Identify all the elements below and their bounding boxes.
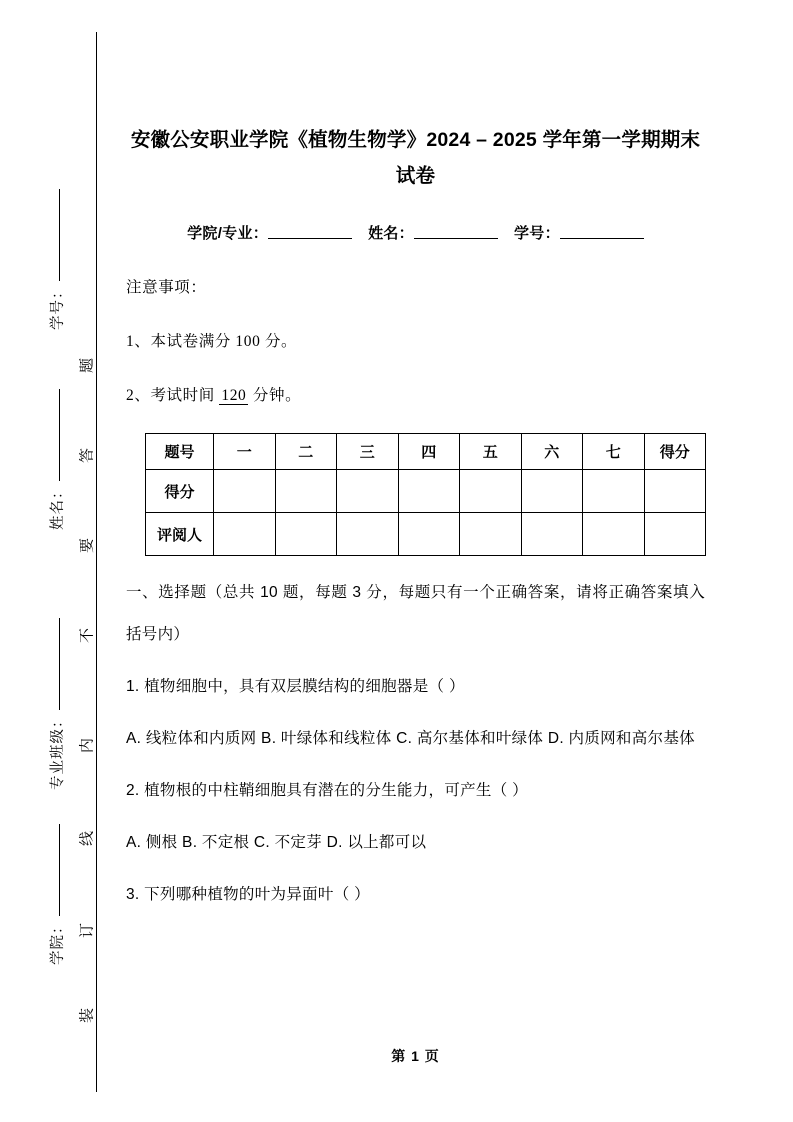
field-student-id-input[interactable] (560, 238, 644, 239)
field-student-id (514, 225, 644, 242)
binding-field-class-blank[interactable] (59, 619, 60, 711)
score-table-row-header: 评阅人 (146, 513, 214, 556)
score-table-cell: 二 (275, 434, 337, 470)
table-row (146, 434, 706, 470)
binding-notice-char: 答 (79, 448, 96, 464)
score-table-row-header: 题号 (146, 434, 214, 470)
binding-field-class-label: 专业班级： (50, 712, 66, 790)
binding-notice-char: 装 (79, 1008, 96, 1024)
score-table-cell: 得分 (644, 434, 706, 470)
table-row (146, 513, 706, 556)
field-name (368, 225, 498, 242)
notice-item-duration (126, 369, 705, 423)
questions-area (126, 572, 705, 916)
score-table-cell[interactable] (460, 513, 522, 556)
field-student-id-label: 学号： (513, 225, 560, 242)
score-table-cell[interactable] (521, 470, 583, 513)
page-footer: 第 1 页 (391, 1048, 440, 1064)
table-row (146, 470, 706, 513)
score-table-cell[interactable] (460, 470, 522, 513)
score-table-cell[interactable] (337, 470, 399, 513)
binding-notice-char: 题 (79, 358, 96, 374)
notice-heading: 注意事项： (126, 279, 207, 296)
score-table-cell: 三 (337, 434, 399, 470)
question-stem-2: 2. 植物根的中柱鞘细胞具有潜在的分生能力，可产生（ ） (126, 782, 528, 799)
score-table-cell: 一 (214, 434, 276, 470)
binding-field-name-label: 姓名： (50, 483, 66, 530)
field-name-input[interactable] (414, 238, 498, 239)
binding-field-name-blank[interactable] (59, 390, 60, 482)
score-table-cell[interactable] (398, 513, 460, 556)
binding-field-class (46, 619, 67, 791)
score-table-cell[interactable] (583, 470, 645, 513)
score-table-cell: 六 (521, 434, 583, 470)
exam-content (126, 0, 705, 1122)
score-table-cell[interactable] (275, 470, 337, 513)
binding-notice-char: 订 (79, 923, 96, 939)
score-table-cell[interactable] (275, 513, 337, 556)
binding-field-student-id-blank[interactable] (59, 190, 60, 282)
question-options-1: A. 线粒体和内质网 B. 叶绿体和线粒体 C. 高尔基体和叶绿体 D. 内质网和高尔基体 (126, 730, 695, 747)
binding-notice-char: 不 (79, 628, 96, 644)
binding-notice-char: 线 (79, 831, 96, 847)
score-table-cell: 七 (583, 434, 645, 470)
score-table (145, 433, 706, 556)
score-table-cell[interactable] (644, 470, 706, 513)
binding-field-student-id (46, 190, 67, 331)
binding-margin (0, 0, 97, 1122)
question-options-2: A. 侧根 B. 不定根 C. 不定芽 D. 以上都可以 (126, 834, 427, 851)
field-college-major-input[interactable] (268, 238, 352, 239)
notice-duration-value: 120 (221, 387, 247, 404)
notice-item-total-score: 1、本试卷满分 100 分。 (126, 333, 298, 350)
binding-field-college (46, 825, 67, 966)
score-table-row-header: 得分 (146, 470, 214, 513)
binding-field-college-label: 学院： (50, 918, 66, 965)
score-table-cell[interactable] (214, 470, 276, 513)
student-info-row (126, 222, 705, 243)
score-table-cell[interactable] (337, 513, 399, 556)
notice-duration-suffix: 分钟。 (252, 387, 302, 404)
score-table-cell: 五 (460, 434, 522, 470)
binding-notice-char: 要 (79, 538, 96, 554)
question-stem-3: 3. 下列哪种植物的叶为异面叶（ ） (126, 886, 370, 903)
score-table-cell: 四 (398, 434, 460, 470)
question-stem-1: 1. 植物细胞中，具有双层膜结构的细胞器是（ ） (126, 678, 465, 695)
score-table-cell[interactable] (214, 513, 276, 556)
score-table-cell[interactable] (521, 513, 583, 556)
field-college-major (187, 225, 352, 242)
binding-field-college-blank[interactable] (59, 825, 60, 917)
binding-notice-char: 内 (79, 738, 96, 754)
field-name-label: 姓名： (368, 225, 414, 242)
section-heading-multiple-choice: 一、选择题（总共 10 题，每题 3 分，每题只有一个正确答案，请将正确答案填入括号内） (126, 584, 705, 643)
notice-duration-prefix: 2、考试时间 (126, 387, 215, 404)
score-table-cell[interactable] (644, 513, 706, 556)
score-table-cell[interactable] (583, 513, 645, 556)
field-college-major-label: 学院/专业： (187, 225, 269, 242)
binding-field-name (46, 390, 67, 531)
binding-field-student-id-label: 学号： (50, 283, 66, 330)
page-title: 安徽公安职业学院《植物生物学》2024 – 2025 学年第一学期期末试卷 (130, 129, 701, 187)
score-table-cell[interactable] (398, 470, 460, 513)
